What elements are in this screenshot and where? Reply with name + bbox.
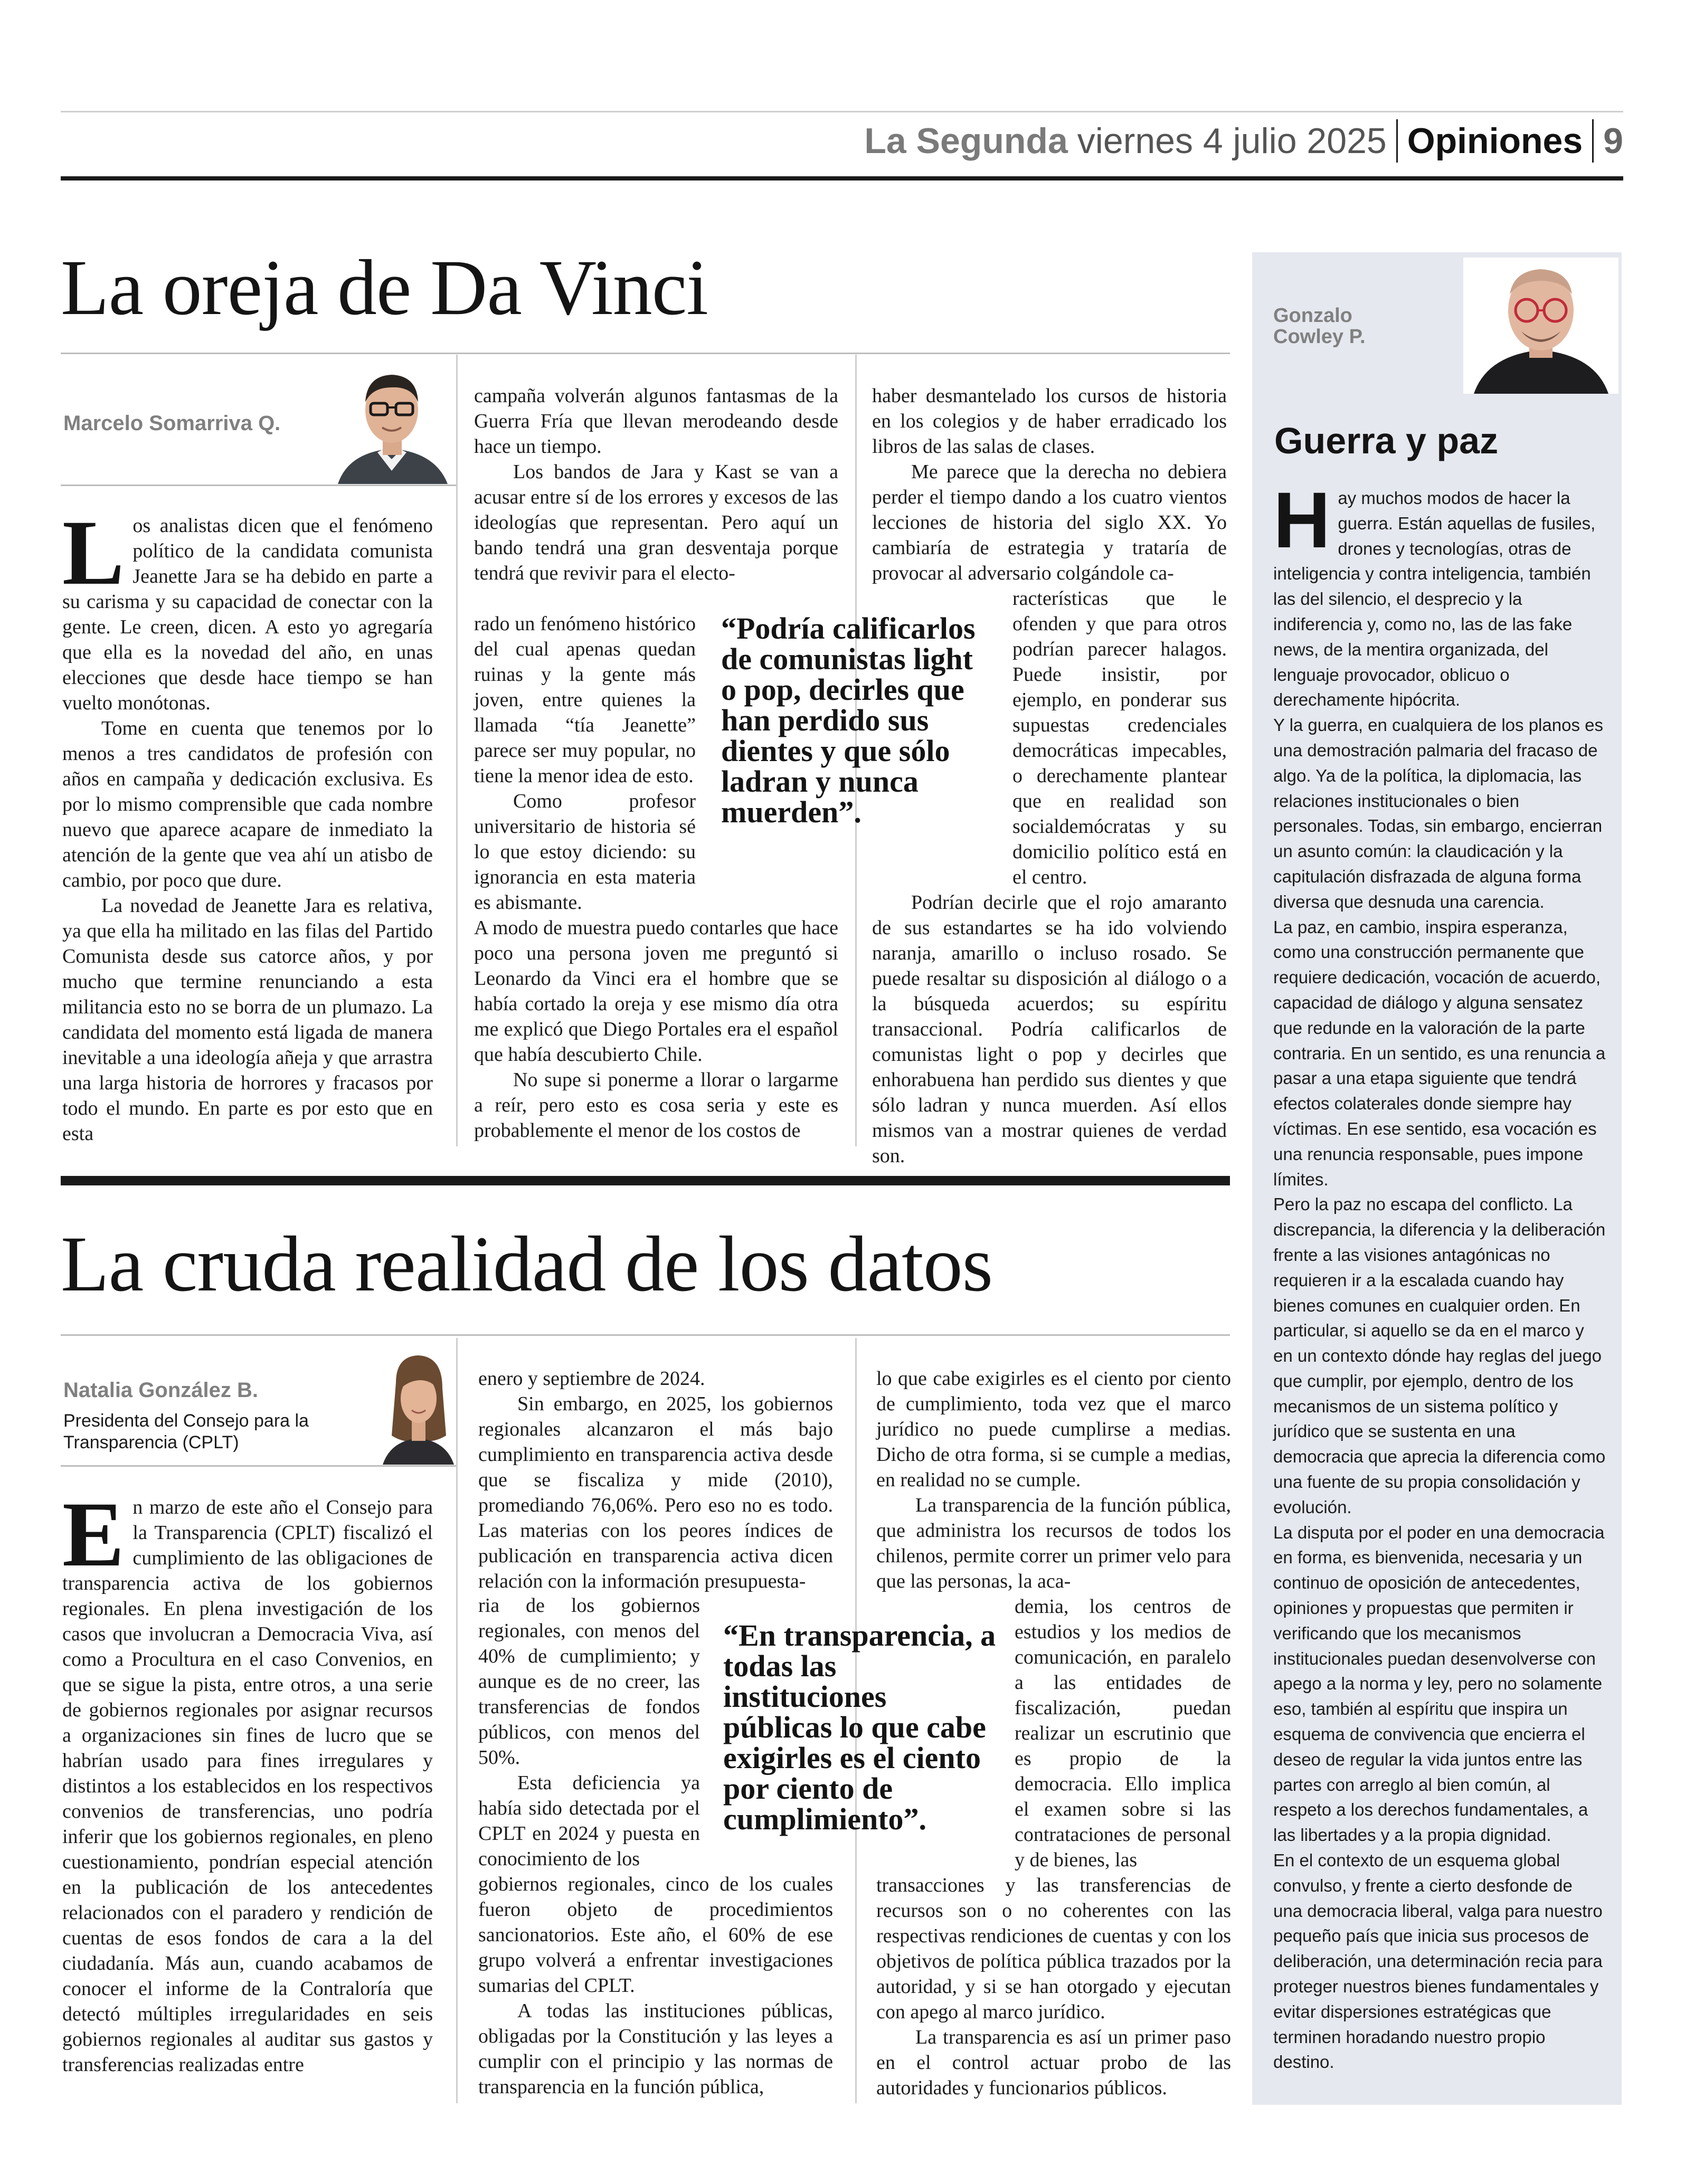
paragraph: Me parece que la derecha no debiera perder el tiempo dando a los cuatro vientos lecciones de historia del siglo XX. Yo cambiaría de estrategia y trataría de provocar al adversario colgándole ca- [872,461,1227,584]
article2-column-2-narrow [478,1593,700,1872]
paragraph: gobiernos regionales, cinco de los cuales fueron objeto de procedimientos sancionatorios. Este año, el 60% de ese grupo volverá a enfrentar investigaciones sumarias del CPLT. [478,1873,833,1997]
paragraph: La disputa por el poder en una democracia en forma, es bienvenida, necesaria y un continuo de oposición de antecedentes, opiniones y propuestas que permiten ir verificando que los mecanismos institucionales puedan desenvolverse con apego a la norma y ley, pero no solamente eso, también al espíritu que inspira un esquema de convivencia que encierra el deseo de regular la vida juntos entre las partes con arreglo al bien común, al respeto a los derechos fundamentales, a las libertades y a la propia dignidad. [1273,1522,1605,1845]
paragraph: A todas las instituciones públicas, obligadas por la Constitución y las leyes a cumplir con el principio y las normas de transparencia en la función pública, [478,2000,833,2098]
article2-column-1 [62,1483,433,2077]
paragraph: os analistas dicen que el fenómeno político de la candidata comunista Jeanette Jara se ha debido en parte a su carisma y su capacidad de conectar con la gente. Le creen, dicen. A esto yo agregaría que ella es la novedad del año, en unas elecciones que desde hace tiempo se han vuelto monótonas. [62,515,433,714]
sidebar-author-last: Cowley P. [1273,326,1366,348]
article1-author: Marcelo Somarriva Q. [63,412,281,435]
paragraph: racterísticas que le ofenden y que para otros podrían parecer halagos. Puede insistir, por ejemplo, en ponderar sus supuestas credenciales democráticas impecables, o derechamente plantear que en realidad son socialdemócratas y su domicilio político está en el centro. [1012,587,1227,888]
author-photo-natalia [380,1351,457,1465]
author-photo-gonzalo [1463,258,1618,394]
paragraph: Pero la paz no escapa del conflicto. La discrepancia, la diferencia y la deliberación frente a las visiones antagónicas no requieren ir a la escalada cuando hay bienes comunes en cualquier orden. En particular, si aquello se da en el marco y en un contexto dónde hay reglas del juego que cumplir, por ejemplo, dentro de los mecanismos de un sistema político y jurídico que se sustenta en una democracia que aprecia la diferencia como una fuente de su propia consolidación y evolución. [1273,1194,1606,1517]
article2-author: Natalia González B. [63,1379,258,1402]
article1-column-3-narrow [1012,586,1227,890]
article1-headline-rule [61,353,1230,354]
paragraph: haber desmantelado los cursos de historia en los colegios y de haber erradicado los libros de las salas de clases. [872,385,1227,458]
article2-headline-rule [61,1334,1230,1336]
paragraph: La transparencia de la función pública, que administra los recursos de todos los chilenos, permite correr un primer velo para que las personas, la aca- [876,1494,1231,1592]
article1-headline: La oreja de Da Vinci [61,244,708,331]
paragraph: Esta deficiencia ya había sido detectada por el CPLT en 2024 y puesta en conocimiento de los [478,1772,700,1870]
issue-date: viernes 4 julio 2025 [1077,121,1387,161]
author-photo-marcelo [327,360,457,484]
paragraph: Podrían decirle que el rojo amaranto de sus estandartes se ha ido volviendo naranja, amarillo o incluso rosado. Se puede resaltar su disposición al diálogo o a la búsqueda acuerdos; su espíritu transaccional. Podría calificarlos de comunistas light o pop y decirles que enhorabuena han perdido sus dientes y que sólo ladran y nunca muerden. Así ellos mismos van a mostrar quienes de verdad son. [872,891,1227,1167]
sidebar-body [1273,476,1606,2075]
sidebar-title: Guerra y paz [1274,420,1499,461]
masthead-separator [1592,119,1594,163]
article2-author-role: Presidenta del Consejo para la Transparencia (CPLT) [63,1411,309,1452]
newspaper-name: La Segunda [864,121,1068,161]
paragraph: lo que cabe exigirles es el ciento por ciento de cumplimiento, toda vez que el marco jurídico no puede cumplirse a medias. Dicho de otra forma, si se cumple a medias, en realidad no se cumple. [876,1368,1231,1491]
article1-column-3-top [872,383,1227,586]
paragraph: La transparencia es así un primer paso en el control actuar probo de las autoridades y funcionarios públicos. [876,2026,1231,2099]
article1-column-1 [62,501,433,1146]
article1-column-2-bottom [474,915,838,1143]
paragraph: ria de los gobiernos regionales, con menos del 40% de cumplimiento; y aunque es de no creer, las transferencias de fondos públicos, con menos del 50%. [478,1594,700,1769]
paragraph: La novedad de Jeanette Jara es relativa, ya que ella ha militado en las filas del Partido Comunista desde sus catorce años, y por mucho que termine renunciando a esta militancia esto no se borra de un plumazo. La candidata del momento está ligada de manera inevitable a una ideología añeja y que arrastra una larga historia de horrores y fracasos por todo el mundo. En parte es por esto que en esta [62,895,433,1145]
article2-column-rule [456,1338,458,2103]
paragraph: No supe si ponerme a llorar o largarme a reír, pero esto es cosa seria y este es probablemente el menor de los costos de [474,1069,838,1142]
article2-column-3-narrow [1015,1594,1231,1873]
section-name: Opiniones [1407,121,1583,161]
sidebar-author [1273,305,1366,347]
paragraph: campaña volverán algunos fantasmas de la Guerra Fría que llevan merodeando desde hace un tiempo. [474,385,838,458]
article1-pull-quote: “Podría calificarlos de comunistas light o pop, decirles que han perdido sus dientes y que sólo ladran y nunca muerden”. [721,611,976,829]
paragraph: Tome en cuenta que tenemos por lo menos a tres candidatos de profesión con años en campaña y dedicación exclusiva. Es por lo mismo comprensible que cada nombre nuevo que aparece acapare de inmediato la atención de la gente que vea ahí un atisbo de cambio, por poco que dure. [62,717,433,891]
paragraph: ay muchos modos de hacer la guerra. Están aquellas de fusiles, drones y tecnologías, otras de inteligencia y contra inteligencia, también las del silencio, el desprecio y la indiferencia y, como no, las de las fake news, de la mentira organizada, del lenguaje provocador, oblicuo o derechamente hipócrita. [1273,488,1596,710]
paragraph: Sin embargo, en 2025, los gobiernos regionales alcanzaron el más bajo cumplimiento en transparencia activa desde que se fiscaliza y mide (2010), promediando 76,06%. Pero eso no es todo. Las materias con los peores índices de publicación en transparencia activa dicen relación con la información presupuesta- [478,1393,833,1592]
sidebar-author-first: Gonzalo [1273,305,1352,327]
article2-author-rule [61,1465,457,1467]
article1-author-rule [61,485,457,486]
paragraph: A modo de muestra puedo contarles que hace poco una persona joven me preguntó si Leonardo da Vinci era el hombre que se había cortado la oreja y ese mismo día otra me explicó que Diego Portales era el español que había descubierto Chile. [474,917,838,1066]
article1-column-3-bottom [872,890,1227,1169]
paragraph: n marzo de este año el Consejo para la Transparencia (CPLT) fiscalizó el cumplimiento de las obligaciones de transparencia activa de los gobiernos regionales. En plena investigación de los casos que involucran a Democracia Viva, así como a Procultura en el caso Convenios, en que se sigue la pista, entre otros, a una serie de gobiernos regionales por asignar recursos a organizaciones sin fines de lucro que se habrían usado para fines irregulares y distintos a los establecidos en los respectivos convenios de transferencias, uno podría inferir que los gobiernos regionales, en pleno cuestionamiento, pondrían especial atención en la publicación de los antecedentes relacionados con el paradero y rendición de cuentas de esos fondos de cara a la del ciudadanía. Más aun, cuando acabamos de conocer el informe de la Contraloría que detectó múltiples irregularidades en seis gobiernos regionales al auditar sus gastos y transferencias realizadas entre [62,1496,433,2076]
article-divider [61,1176,1230,1185]
article2-column-2-top [478,1366,833,1594]
article1-column-2-top [474,383,838,586]
paragraph: En el contexto de un esquema global convulso, y frente a cierto desfonde de una democracia liberal, valga para nuestro pequeño país que inicia sus procesos de deliberación, una determinación recia para proteger nuestros bienes fundamentales y evitar dispersiones estratégicas que terminen horadando nuestro propio destino. [1273,1850,1603,2072]
paragraph: Los bandos de Jara y Kast se van a acusar entre sí de los errores y excesos de las ideologías que representan. Pero aquí un bando tendrá una gran desventaja porque tendrá que revivir para el electo- [474,461,838,584]
paragraph: La paz, en cambio, inspira esperanza, como una construcción permanente que requiere dedicación, vocación de acuerdo, capacidad de diálogo y alguna sensatez que redunde en la valoración de la parte contraria. En un sentido, es una renuncia a pasar a una etapa siguiente que tendrá efectos colaterales donde siempre hay víctimas. En ese sentido, esa vocación es una renuncia responsable, pues impone límites. [1273,917,1606,1189]
sidebar-drop-cap: H [1273,476,1331,564]
paragraph: rado un fenómeno histórico del cual apenas quedan ruinas y la gente más joven, entre quienes la llamada “tía Jeanette” parece ser muy popular, no tiene la menor idea de esto. [474,613,696,787]
article2-column-2-bottom [478,1872,833,2100]
article1-drop-cap: L [62,501,125,604]
masthead [864,117,1623,165]
paragraph: Como profesor universitario de historia sé lo que estoy diciendo: su ignorancia en esta materia es abismante. [474,790,696,914]
article1-column-rule [456,355,458,1146]
paragraph: Y la guerra, en cualquiera de los planos es una demostración palmaria del fracaso de algo. Ya de la política, la diplomacia, las relaciones institucionales o bien personales. Todas, sin embargo, encierran un asunto común: la claudicación y la capitulación disfrazada de alguna forma diversa que desnuda una carencia. [1273,715,1603,911]
masthead-separator [1396,119,1398,163]
article1-column-2-narrow [474,611,696,915]
paragraph: transacciones y las transferencias de recursos son o no coherentes con las respectivas rendiciones de cuentas y con los objetivos de política pública trazados por la autoridad, y si se han otorgado y ejecutan con apego al marco jurídico. [876,1874,1231,2023]
article2-headline: La cruda realidad de los datos [61,1220,993,1308]
article2-column-3-top [876,1366,1231,1594]
article2-drop-cap: E [62,1483,125,1586]
masthead-bottom-rule [61,176,1623,181]
article2-pull-quote: “En transparencia, a todas las instituciones públicas lo que cabe exigirles es el ciento por ciento de cumplimiento”. [723,1618,996,1836]
paragraph: demia, los centros de estudios y los medios de comunicación, en paralelo a las entidades de fiscalización, puedan realizar un escrutinio que es propio de la democracia. Ello implica el examen sobre si las contrataciones de personal y de bienes, las [1015,1596,1231,1871]
paragraph: enero y septiembre de 2024. [478,1368,705,1390]
masthead-top-rule [61,111,1623,112]
article2-column-3-bottom [876,1873,1231,2101]
page-number: 9 [1603,121,1623,161]
